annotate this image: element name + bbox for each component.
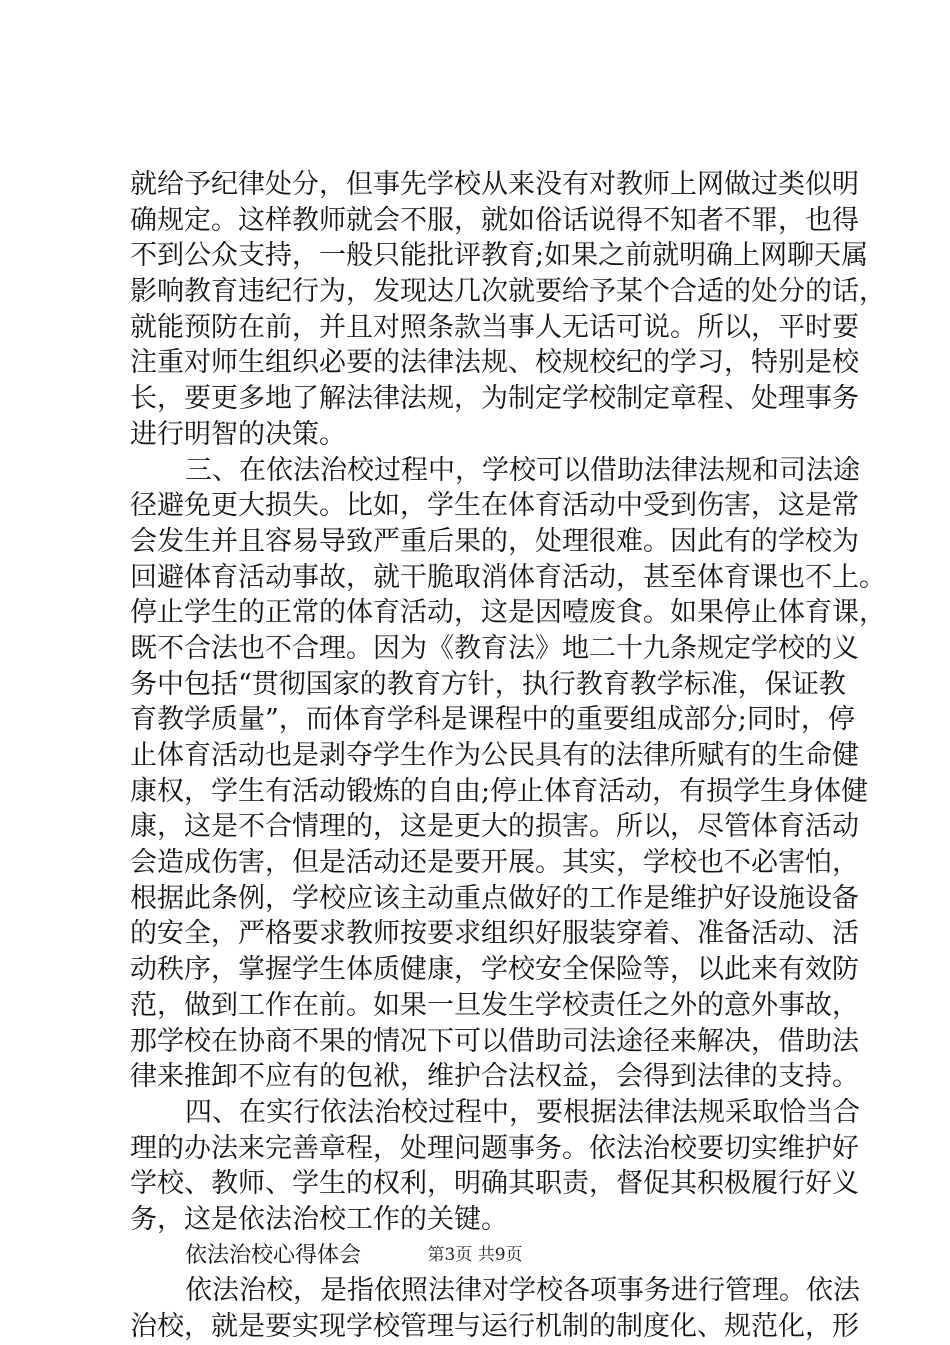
text-line: 理的办法来完善章程，处理问题事务。依法治校要切实维护好	[130, 1132, 859, 1164]
text-line: 进行明智的决策。	[130, 418, 346, 450]
text-line: 确规定。这样教师就会不服，就如俗话说得不知者不罪，也得	[130, 204, 859, 236]
text-line: 务中包括“贯彻国家的教育方针，执行教育教学标准，保证教	[130, 668, 846, 700]
text-line: 律来推卸不应有的包袱，维护合法权益，会得到法律的支持。	[130, 1061, 859, 1093]
text-line: 育教学质量”，而体育学科是课程中的重要组成部分;同时，停	[130, 704, 855, 736]
text-line: 会发生并且容易导致严重后果的，处理很难。因此有的学校为	[130, 525, 859, 557]
text-line: 治校，就是要实现学校管理与运行机制的制度化、规范化，形	[130, 1311, 859, 1342]
text-line: 的安全，严格要求教师按要求组织好服装穿着、准备活动、活	[130, 918, 859, 950]
text-line: 回避体育活动事故，就干脆取消体育活动，甚至体育课也不上。	[130, 561, 886, 593]
text-line: 范，做到工作在前。如果一旦发生学校责任之外的意外事故，	[130, 989, 859, 1021]
text-line: 不到公众支持，一般只能批评教育;如果之前就明确上网聊天属	[130, 240, 869, 272]
text-line: 长，要更多地了解法律法规，为制定学校制定章程、处理事务	[130, 383, 859, 415]
paragraph-start-line: 依法治校，是指依照法律对学校各项事务进行管理。依法	[185, 1275, 860, 1307]
text-line: 既不合法也不合理。因为《教育法》地二十九条规定学校的义	[130, 632, 859, 664]
text-line: 那学校在协商不果的情况下可以借助司法途径来解决，借助法	[130, 1025, 859, 1057]
body-text	[130, 167, 886, 1345]
text-line: 影响教育违纪行为，发现达几次就要给予某个合适的处分的话，	[130, 276, 886, 308]
text-line: 学校、教师、学生的权利，明确其职责，督促其积极履行好义	[130, 1168, 859, 1200]
text-line: 止体育活动也是剥夺学生作为公民具有的法律所赋有的生命健	[130, 740, 859, 771]
text-line: 就能预防在前，并且对照条款当事人无话可说。所以，平时要	[130, 311, 859, 343]
text-line: 康，这是不合情理的，这是更大的损害。所以，尽管体育活动	[130, 811, 859, 843]
text-line: 康权，学生有活动锻炼的自由;停止体育活动，有损学生身体健	[130, 775, 869, 807]
page-footer: 第3页 共9页	[427, 1245, 523, 1265]
text-line: 务，这是依法治校工作的关键。	[130, 1203, 508, 1235]
paragraph-start-line: 三、在依法治校过程中，学校可以借助法律法规和司法途	[185, 454, 860, 486]
text-line: 动秩序，掌握学生体质健康，学校安全保险等，以此来有效防	[130, 954, 859, 986]
text-line: 注重对师生组织必要的法律法规、校规校纪的学习，特别是校	[130, 347, 859, 379]
text-line: 根据此条例，学校应该主动重点做好的工作是维护好设施设备	[130, 882, 859, 914]
text-line: 径避免更大损失。比如，学生在体育活动中受到伤害，这是常	[130, 490, 859, 522]
text-line: 就给予纪律处分，但事先学校从来没有对教师上网做过类似明	[130, 169, 859, 200]
text-line: 停止学生的正常的体育活动，这是因噎废食。如果停止体育课，	[130, 597, 886, 629]
text-line: 会造成伤害，但是活动还是要开展。其实，学校也不必害怕，	[130, 847, 859, 879]
section-heading: 依法治校心得体会	[185, 1242, 362, 1268]
paragraph-start-line: 四、在实行依法治校过程中，要根据法律法规采取恰当合	[185, 1096, 860, 1128]
